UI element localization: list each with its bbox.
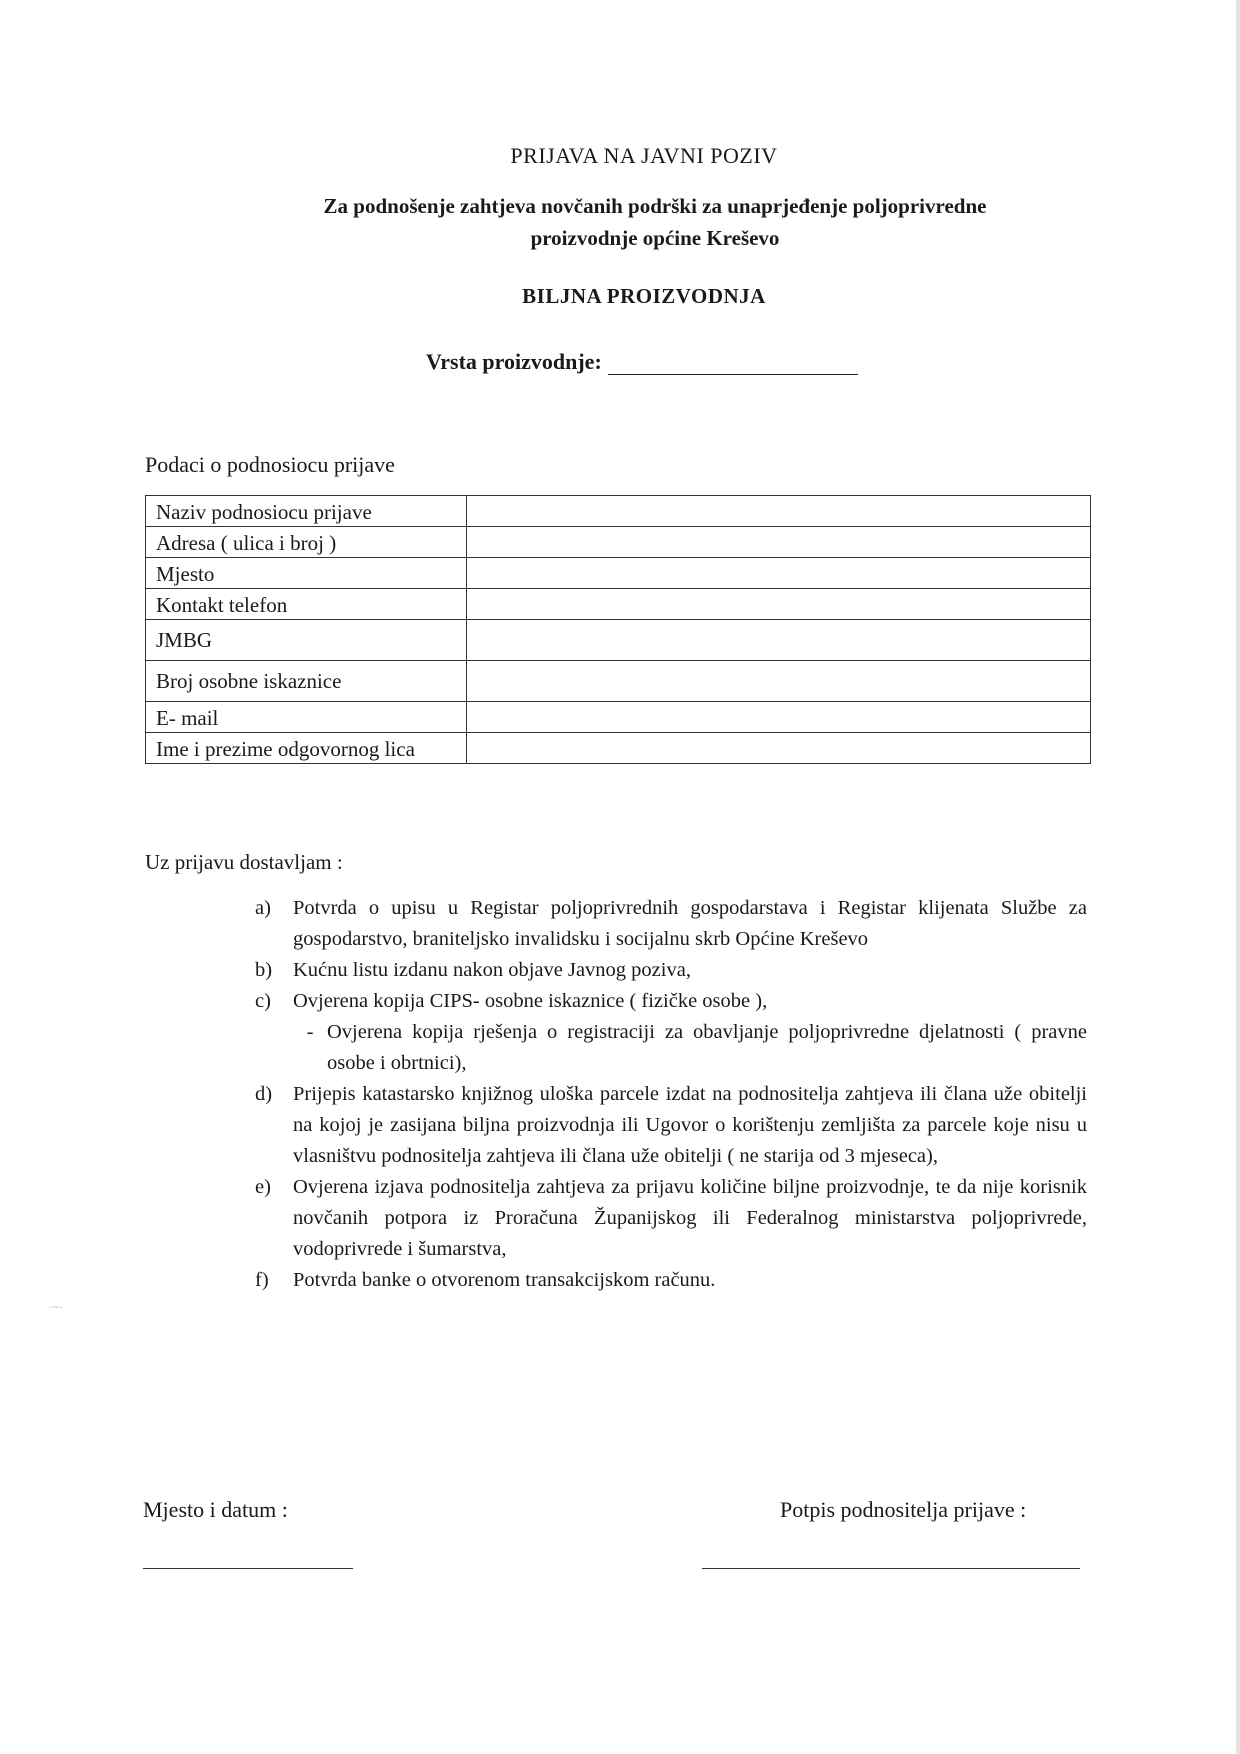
signature-label: Potpis podnositelja prijave : bbox=[780, 1497, 1027, 1522]
field-value-responsible-person[interactable] bbox=[466, 733, 1090, 764]
list-sub-item bbox=[255, 1017, 1087, 1079]
field-label-id-card: Broj osobne iskaznice bbox=[146, 661, 467, 702]
table-row bbox=[146, 496, 1091, 527]
table-row bbox=[146, 702, 1091, 733]
table-row bbox=[146, 620, 1091, 661]
list-item-text: Ovjerena kopija rješenja o registraciji za obavljanje poljoprivredne djelatnosti ( pravne osobe i obrtnici), bbox=[327, 1021, 1087, 1074]
field-label-phone: Kontakt telefon bbox=[146, 589, 467, 620]
list-marker: a) bbox=[255, 897, 271, 919]
table-row bbox=[146, 558, 1091, 589]
list-marker: c) bbox=[255, 990, 271, 1012]
field-value-email[interactable] bbox=[466, 702, 1090, 733]
list-item-text: Ovjerena izjava podnositelja zahtjeva za prijavu količine biljne proizvodnje, te da nije korisnik novčanih potpora iz Proračuna Županijskog ili Federalnog ministarstva poljoprivrede, vodoprivrede i šumarstva, bbox=[293, 1176, 1087, 1260]
list-marker: - bbox=[306, 1021, 314, 1043]
list-item-text: Prijepis katastarsko knjižnog uloška parcele izdat na podnositelja zahtjeva ili člana uže obitelji na kojoj je zasijana biljna proizvodnja ili Ugovor o korištenju zemljišta za parcele koje nisu u vlasništvu podnositelja zahtjeva ili člana uže obitelji ( ne starija od 3 mjeseca), bbox=[293, 1083, 1087, 1167]
list-item bbox=[255, 986, 1087, 1017]
table-row bbox=[146, 589, 1091, 620]
list-marker: d) bbox=[255, 1083, 273, 1105]
field-label-responsible-person: Ime i prezime odgovornog lica bbox=[146, 733, 467, 764]
list-marker: f) bbox=[255, 1269, 269, 1291]
subtitle-line-2: proizvodnje općine Kreševo bbox=[530, 226, 780, 250]
field-label-place: Mjesto bbox=[146, 558, 467, 589]
document-subtitle bbox=[230, 190, 1080, 254]
signature-field[interactable] bbox=[702, 1568, 1080, 1569]
table-row bbox=[146, 527, 1091, 558]
list-item bbox=[255, 893, 1087, 955]
production-type-row bbox=[426, 349, 858, 375]
list-item bbox=[255, 1079, 1087, 1172]
subtitle-line-1: Za podnošenje zahtjeva novčanih podrški za unaprjeđenje poljoprivredne bbox=[323, 194, 987, 218]
section-heading: BILJNA PROIZVODNJA bbox=[522, 284, 766, 308]
field-value-address[interactable] bbox=[466, 527, 1090, 558]
attachments-list bbox=[255, 893, 1087, 1296]
page-edge bbox=[1236, 0, 1240, 1754]
list-item bbox=[255, 1172, 1087, 1265]
production-type-label: Vrsta proizvodnje: bbox=[426, 349, 602, 374]
list-item-text: Potvrda banke o otvorenom transakcijskom računu. bbox=[293, 1269, 716, 1291]
applicant-heading: Podaci o podnosiocu prijave bbox=[145, 452, 395, 477]
list-marker: e) bbox=[255, 1176, 271, 1198]
list-item-text: Potvrda o upisu u Registar poljoprivrednih gospodarstava i Registar klijenata Službe za gospodarstvo, braniteljsko invalidsku i socijalnu skrb Općine Kreševo bbox=[293, 897, 1087, 950]
field-value-jmbg[interactable] bbox=[466, 620, 1090, 661]
field-label-email: E- mail bbox=[146, 702, 467, 733]
list-item bbox=[255, 955, 1087, 986]
list-item-text: Kućnu listu izdanu nakon objave Javnog poziva, bbox=[293, 959, 691, 981]
production-type-field[interactable] bbox=[608, 352, 858, 375]
field-label-applicant-name: Naziv podnosiocu prijave bbox=[146, 496, 467, 527]
field-value-applicant-name[interactable] bbox=[466, 496, 1090, 527]
field-value-place[interactable] bbox=[466, 558, 1090, 589]
field-value-phone[interactable] bbox=[466, 589, 1090, 620]
list-item bbox=[255, 1265, 1087, 1296]
scan-artifact: ·~· bbox=[48, 1300, 63, 1314]
document-title: PRIJAVA NA JAVNI POZIV bbox=[510, 143, 778, 168]
attachments-heading: Uz prijavu dostavljam : bbox=[145, 850, 343, 874]
place-date-label: Mjesto i datum : bbox=[143, 1497, 288, 1522]
list-marker: b) bbox=[255, 959, 273, 981]
field-label-jmbg: JMBG bbox=[146, 620, 467, 661]
field-label-address: Adresa ( ulica i broj ) bbox=[146, 527, 467, 558]
applicant-table bbox=[145, 495, 1091, 764]
list-item-text: Ovjerena kopija CIPS- osobne iskaznice ( fizičke osobe ), bbox=[293, 990, 768, 1012]
table-row bbox=[146, 733, 1091, 764]
field-value-id-card[interactable] bbox=[466, 661, 1090, 702]
table-row bbox=[146, 661, 1091, 702]
place-date-field[interactable] bbox=[143, 1568, 353, 1569]
